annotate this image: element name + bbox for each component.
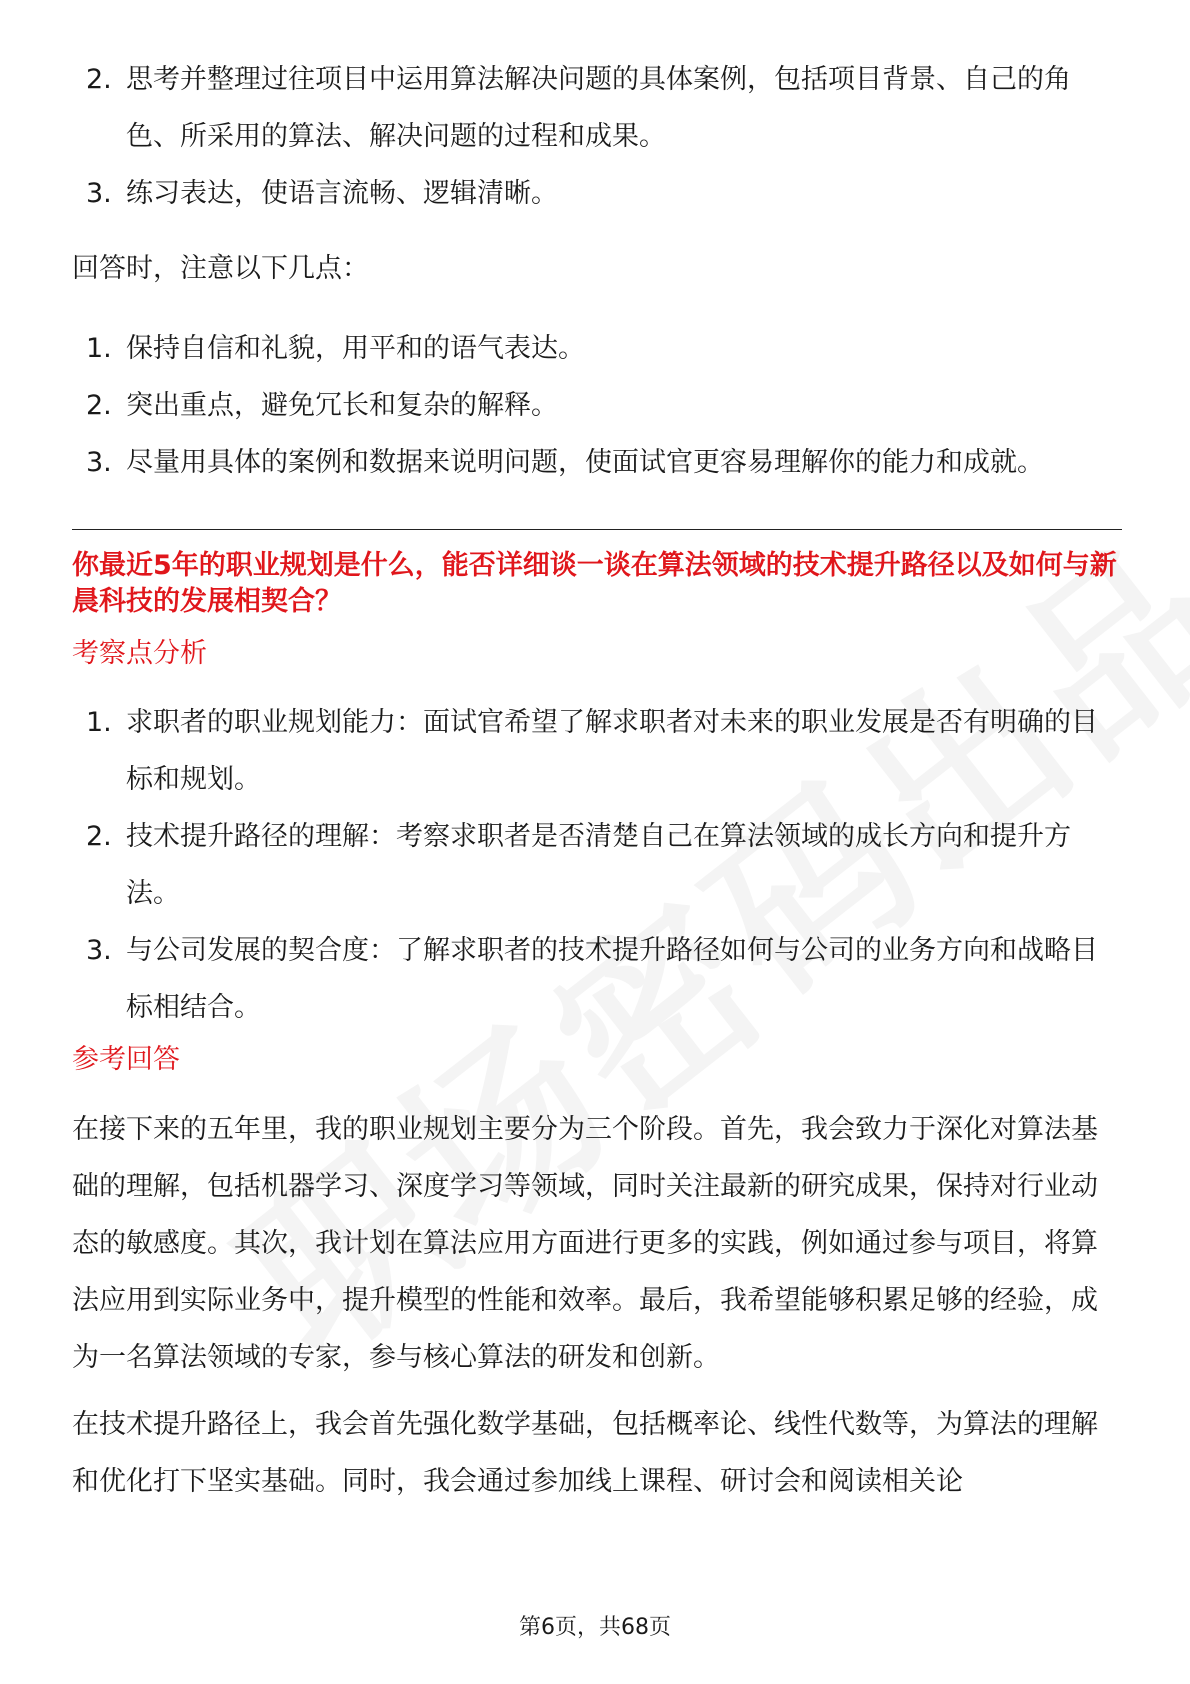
- list-item: [72, 694, 1122, 808]
- tips-list: [72, 320, 1122, 491]
- section-divider: [72, 529, 1122, 530]
- list-item: [72, 808, 1122, 922]
- tips-intro: 回答时，注意以下几点：: [72, 253, 369, 284]
- list-number: 3.: [86, 178, 112, 209]
- list-item: [72, 922, 1122, 1036]
- list-item: [72, 377, 1122, 434]
- list-text: 保持自信和礼貌，用平和的语气表达。: [126, 333, 585, 364]
- list-text: 技术提升路径的理解：考察求职者是否清楚自己在算法领域的成长方向和提升方法。: [126, 821, 1071, 909]
- list-item: [72, 165, 1122, 222]
- list-number: 3.: [86, 935, 112, 966]
- list-text: 思考并整理过往项目中运用算法解决问题的具体案例，包括项目背景、自己的角色、所采用的算法、解决问题的过程和成果。: [126, 64, 1071, 152]
- list-text: 突出重点，避免冗长和复杂的解释。: [126, 390, 558, 421]
- list-item: [72, 51, 1122, 165]
- analysis-list: [72, 694, 1122, 1036]
- list-number: 1.: [86, 333, 112, 364]
- list-number: 2.: [86, 64, 112, 95]
- analysis-title: 考察点分析: [72, 638, 207, 669]
- list-text: 求职者的职业规划能力：面试官希望了解求职者对未来的职业发展是否有明确的目标和规划。: [126, 707, 1098, 795]
- list-number: 2.: [86, 390, 112, 421]
- list-text: 练习表达，使语言流畅、逻辑清晰。: [126, 178, 558, 209]
- list-text: 与公司发展的契合度：了解求职者的技术提升路径如何与公司的业务方向和战略目标相结合。: [126, 935, 1098, 1023]
- list-item: [72, 320, 1122, 377]
- prep-list: [72, 51, 1122, 222]
- list-number: 2.: [86, 821, 112, 852]
- page-number: 第6页，共68页: [519, 1615, 671, 1640]
- list-item: [72, 434, 1122, 491]
- answer-paragraph: 在技术提升路径上，我会首先强化数学基础，包括概率论、线性代数等，为算法的理解和优化打下坚实基础。同时，我会通过参加线上课程、研讨会和阅读相关论: [72, 1409, 1098, 1497]
- answer-title: 参考回答: [72, 1044, 180, 1075]
- list-number: 1.: [86, 707, 112, 738]
- question-heading: 你最近5年的职业规划是什么，能否详细谈一谈在算法领域的技术提升路径以及如何与新晨科技的发展相契合？: [72, 550, 1117, 617]
- answer-paragraph: 在接下来的五年里，我的职业规划主要分为三个阶段。首先，我会致力于深化对算法基础的理解，包括机器学习、深度学习等领域，同时关注最新的研究成果，保持对行业动态的敏感度。其次，我计划在算法应用方面进行更多的实践，例如通过参与项目，将算法应用到实际业务中，提升模型的性能和效率。最后，我希望能够积累足够的经验，成为一名算法领域的专家，参与核心算法的研发和创新。: [72, 1114, 1098, 1373]
- list-text: 尽量用具体的案例和数据来说明问题，使面试官更容易理解你的能力和成就。: [126, 447, 1044, 478]
- list-number: 3.: [86, 447, 112, 478]
